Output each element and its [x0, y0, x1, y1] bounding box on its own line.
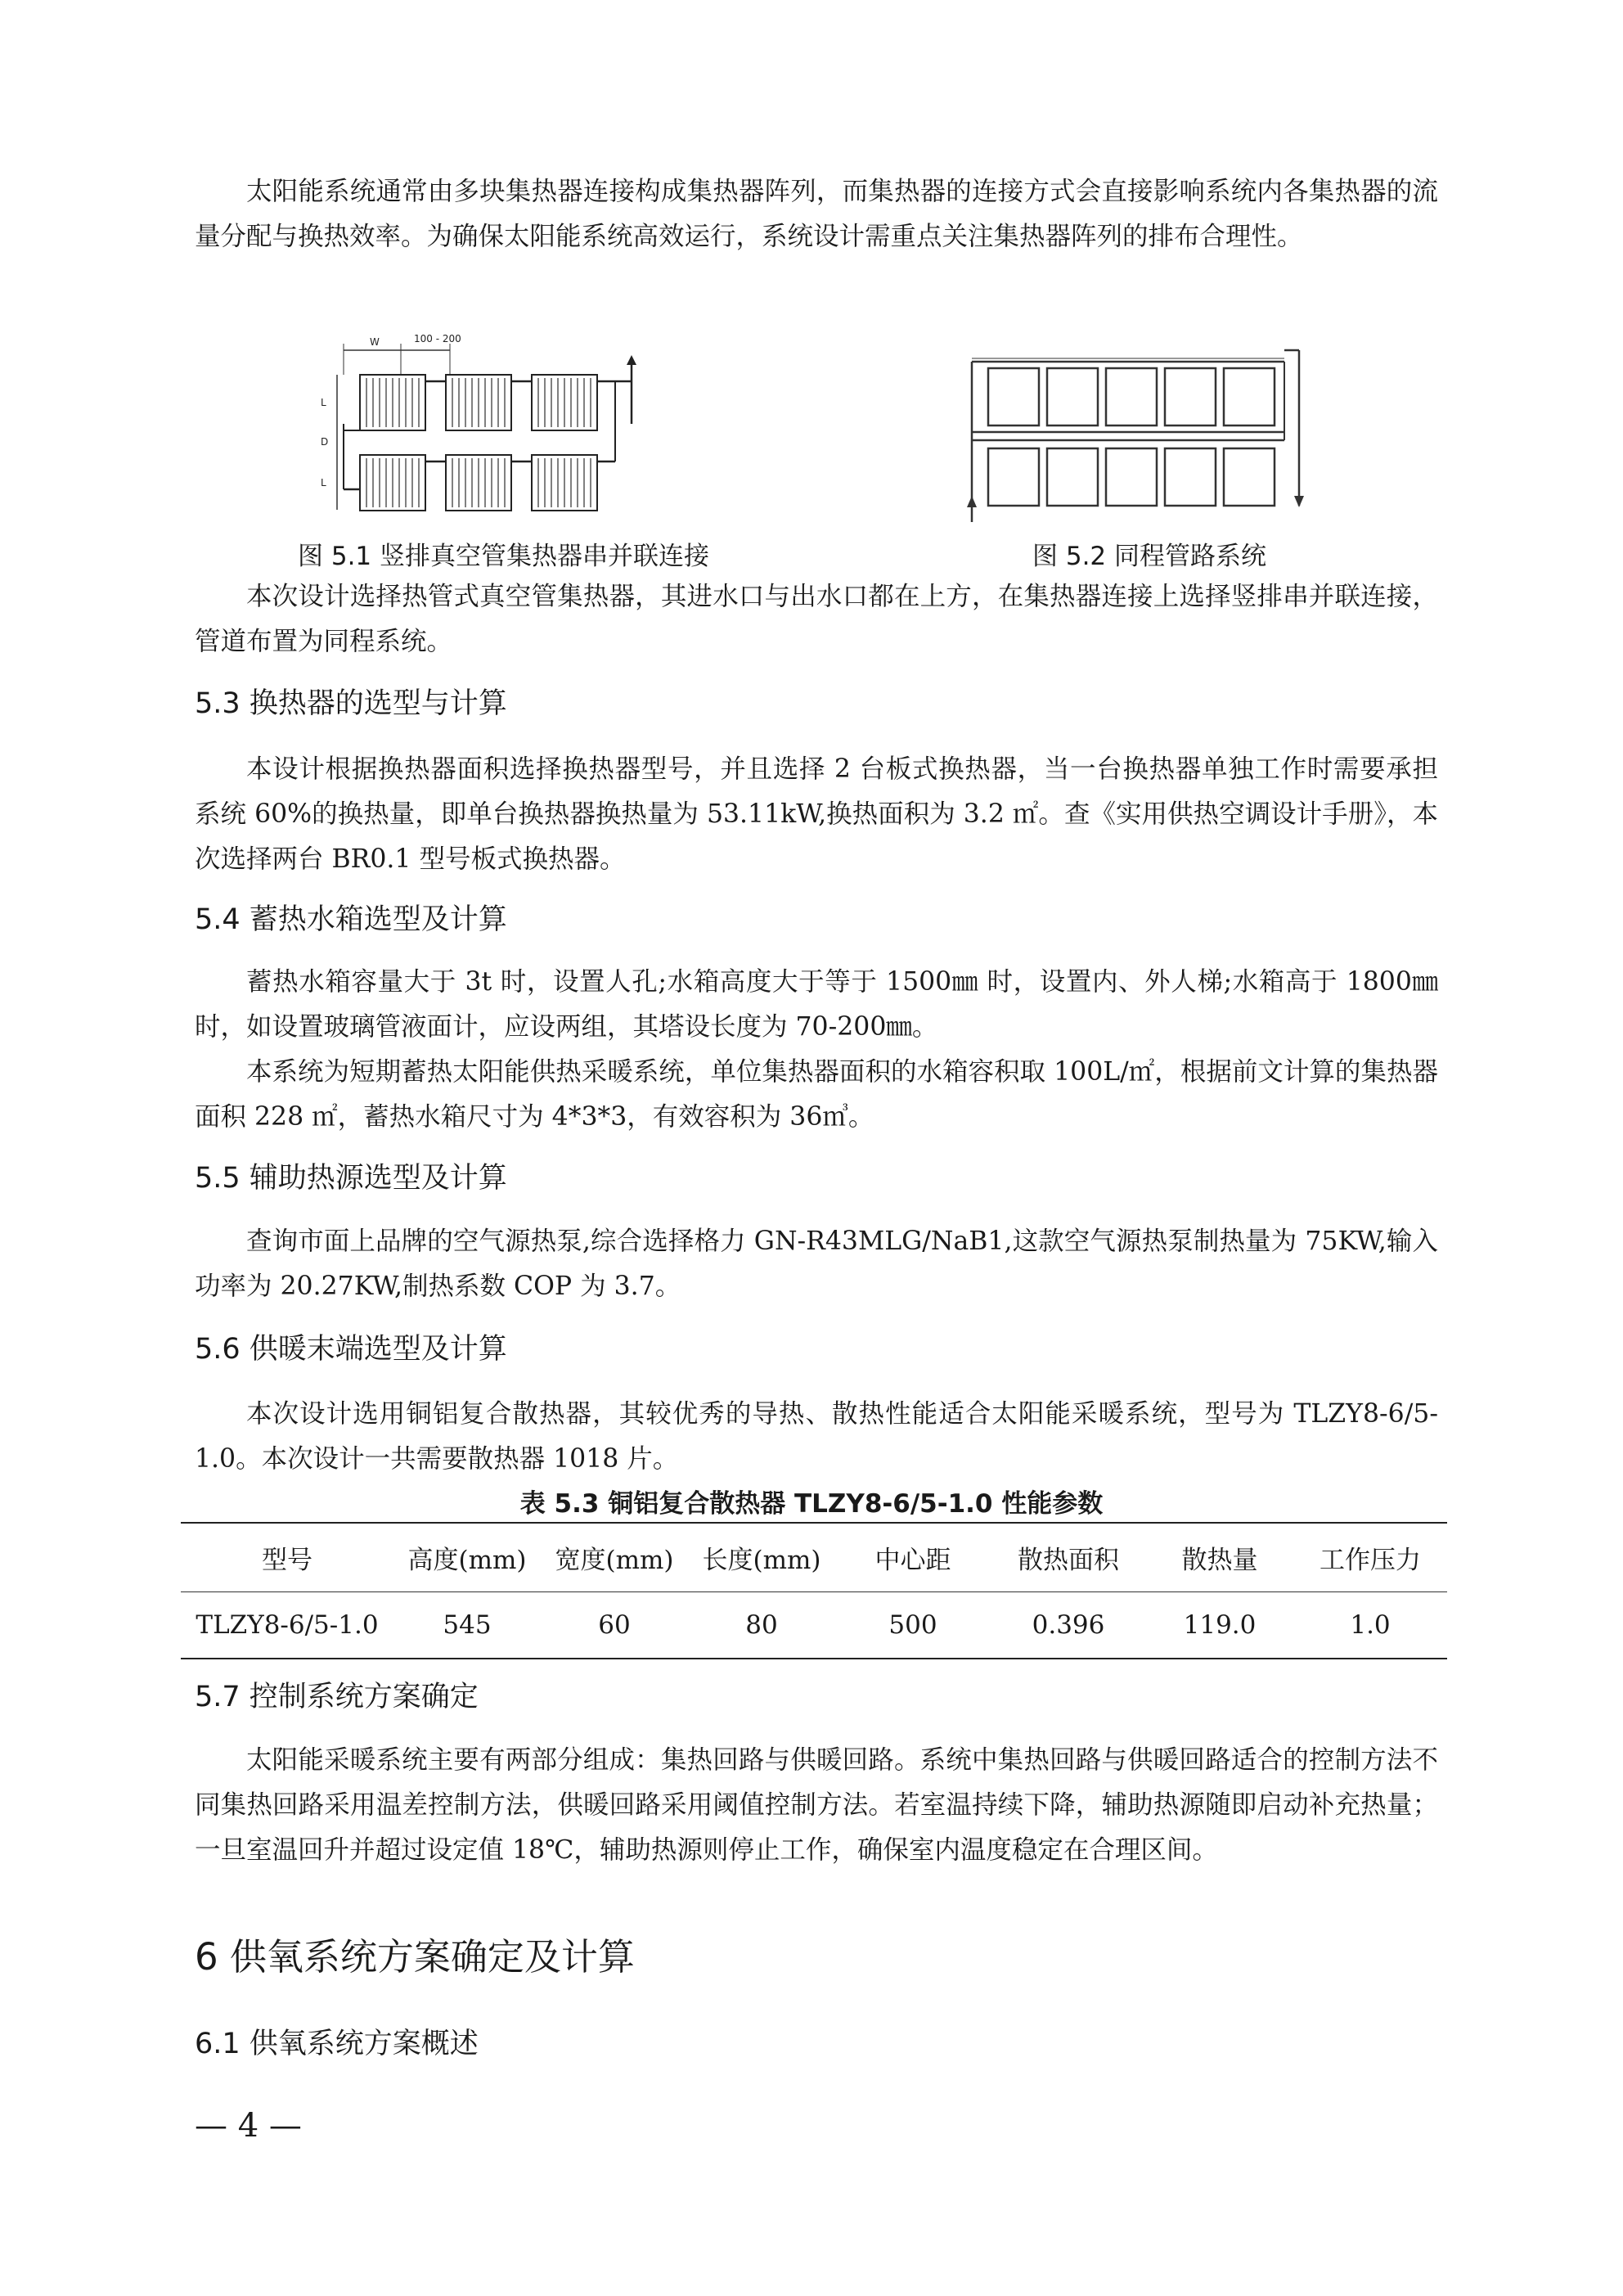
section-5-4-heading: 5.4 蓄热水箱选型及计算 — [195, 903, 507, 936]
section-5-6-heading: 5.6 供暖末端选型及计算 — [195, 1333, 507, 1366]
figure-5-2-diagram — [949, 334, 1317, 522]
table-row — [181, 1592, 1447, 1659]
section-5-3-paragraph: 本设计根据换热器面积选择换热器型号，并且选择 2 台板式换热器，当一台换热器单独工作时需要承担系统 60%的换热量，即单台换热器换热量为 53.11kW,换热面积为 3.2 ㎡。查《实用供热空调设计手册》，本次选择两台 BR0.1 型号板式换热器。 — [195, 754, 1438, 874]
table-header-cell: 宽度(mm) — [541, 1523, 688, 1592]
table-header-cell: 工作压力 — [1293, 1523, 1447, 1592]
table-cell: 80 — [688, 1592, 835, 1659]
table-header-cell: 长度(mm) — [688, 1523, 835, 1592]
figure-5-1-diagram — [311, 326, 679, 522]
table-5-3-caption: 表 5.3 铜铝复合散热器 TLZY8-6/5-1.0 性能参数 — [519, 1489, 1104, 1519]
table-cell: 500 — [835, 1592, 991, 1659]
section-5-7-paragraph: 太阳能采暖系统主要有两部分组成：集热回路与供暖回路。系统中集热回路与供暖回路适合的控制方法不同集热回路采用温差控制方法，供暖回路采用阈值控制方法。若室温持续下降，辅助热源随即启动补充热量；一旦室温回升并超过设定值 18℃，辅助热源则停止工作，确保室内温度稳定在合理区间。 — [195, 1745, 1438, 1865]
collector-choice-paragraph: 本次设计选择热管式真空管集热器，其进水口与出水口都在上方，在集热器连接上选择竖排串并联连接，管道布置为同程系统。 — [195, 582, 1438, 656]
radiator-spec-table — [181, 1522, 1447, 1659]
figure-5-1-caption: 图 5.1 竖排真空管集热器串并联连接 — [298, 542, 710, 571]
table-header-cell: 型号 — [181, 1523, 393, 1592]
table-header-cell: 散热量 — [1146, 1523, 1293, 1592]
section-5-6-paragraph: 本次设计选用铜铝复合散热器，其较优秀的导热、散热性能适合太阳能采暖系统，型号为 TLZY8-6/5-1.0。本次设计一共需要散热器 1018 片。 — [195, 1399, 1438, 1474]
section-5-7-heading: 5.7 控制系统方案确定 — [195, 1681, 479, 1713]
table-cell: 1.0 — [1293, 1592, 1447, 1659]
section-5-3-heading: 5.3 换热器的选型与计算 — [195, 687, 507, 720]
intro-paragraph: 太阳能系统通常由多块集热器连接构成集热器阵列，而集热器的连接方式会直接影响系统内各集热器的流量分配与换热效率。为确保太阳能系统高效运行，系统设计需重点关注集热器阵列的排布合理性。 — [195, 177, 1438, 251]
table-cell: 60 — [541, 1592, 688, 1659]
collector-row-top — [988, 368, 1275, 425]
page-number: — 4 — — [195, 2107, 302, 2145]
section-5-4-paragraph-1: 蓄热水箱容量大于 3t 时，设置人孔;水箱高度大于等于 1500㎜ 时，设置内、外人梯;水箱高于 1800㎜ 时，如设置玻璃管液面计，应设两组，其塔设长度为 70-200㎜。 — [195, 967, 1438, 1042]
dim-label-l-bottom: L — [321, 477, 326, 488]
collector-row-1 — [360, 375, 615, 430]
table-cell: 119.0 — [1146, 1592, 1293, 1659]
figure-5-2-caption: 图 5.2 同程管路系统 — [1032, 542, 1267, 571]
dim-label-d: D — [321, 436, 329, 448]
table-header-cell: 高度(mm) — [393, 1523, 541, 1592]
section-5-5-heading: 5.5 辅助热源选型及计算 — [195, 1162, 507, 1195]
collector-row-bottom — [988, 448, 1275, 506]
section-5-5-paragraph: 查询市面上品牌的空气源热泵,综合选择格力 GN-R43MLG/NaB1,这款空气源热泵制热量为 75KW,输入功率为 20.27KW,制热系数 COP 为 3.7。 — [195, 1227, 1438, 1301]
table-header-cell: 中心距 — [835, 1523, 991, 1592]
section-5-4-paragraph-2: 本系统为短期蓄热太阳能供热采暖系统，单位集热器面积的水箱容积取 100L/㎡，根据前文计算的集热器面积 228 ㎡，蓄热水箱尺寸为 4*3*3，有效容积为 36㎥。 — [195, 1057, 1438, 1132]
table-cell: 0.396 — [991, 1592, 1146, 1659]
table-cell: TLZY8-6/5-1.0 — [181, 1592, 393, 1659]
section-6-1-heading: 6.1 供氧系统方案概述 — [195, 2028, 479, 2060]
dim-label-l-top: L — [321, 397, 326, 408]
table-header-row — [181, 1523, 1447, 1592]
dim-label-w: W — [370, 336, 380, 348]
dim-label-gap: 100 - 200 — [414, 333, 461, 344]
chapter-6-heading: 6 供氧系统方案确定及计算 — [195, 1935, 635, 1979]
table-cell: 545 — [393, 1592, 541, 1659]
table-header-cell: 散热面积 — [991, 1523, 1146, 1592]
